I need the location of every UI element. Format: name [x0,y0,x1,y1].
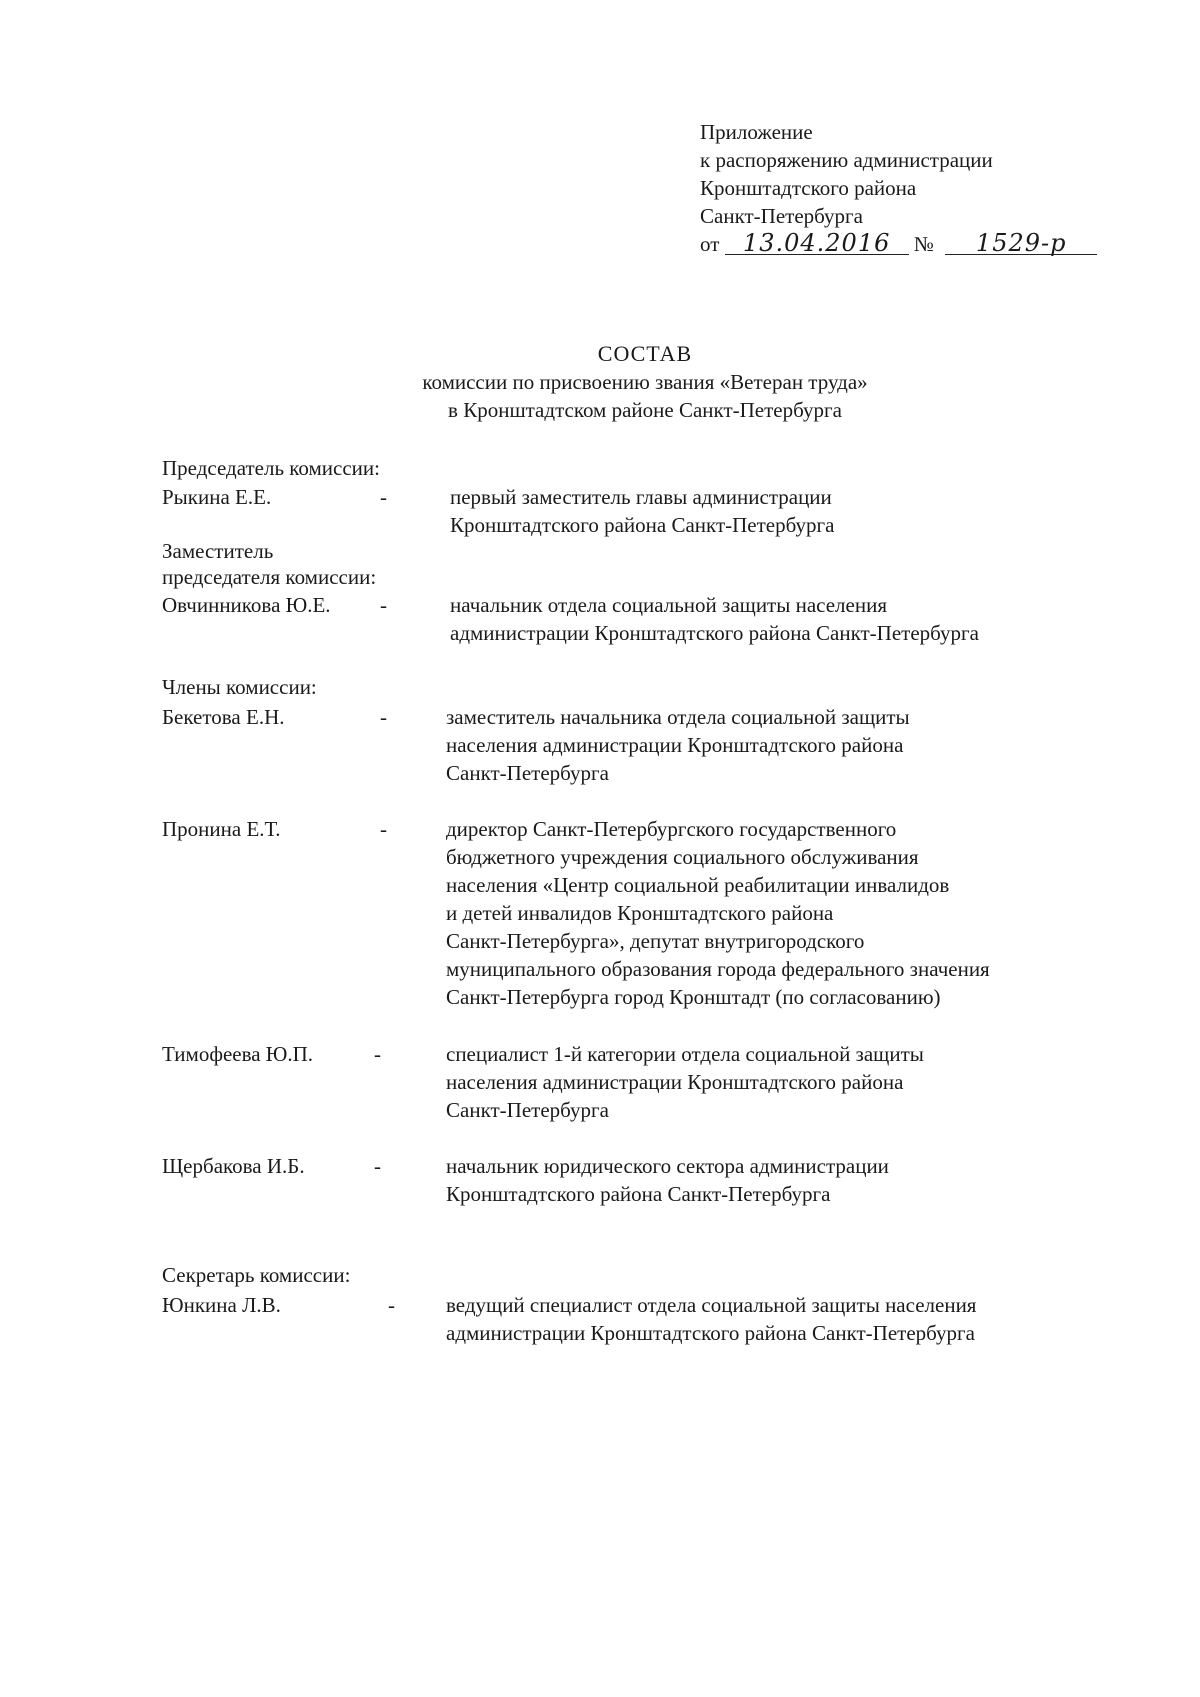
description-line: ведущий специалист отдела социальной защиты населения [446,1293,977,1317]
secretary-label: Секретарь комиссии: [162,1263,351,1287]
handwritten-number: 1529-р [945,232,1097,255]
description-line: Санкт-Петербурга город Кронштадт (по согласованию) [446,985,941,1009]
member-name: Щербакова И.Б. [162,1154,305,1178]
member-dash: - [380,817,387,841]
deputy-label-line-1: Заместитель [162,539,274,563]
member-description [446,815,1086,1011]
appendix-line-4: Санкт-Петербурга [700,204,863,228]
member-description [450,591,1090,647]
member-description [450,483,1090,539]
title-line-2: в Кронштадтском районе Санкт-Петербурга [448,398,842,422]
member-dash: - [388,1293,395,1317]
description-line: Санкт-Петербурга [446,1098,609,1122]
description-line: Санкт-Петербурга [446,761,609,785]
member-description [446,703,1086,787]
title-heading: СОСТАВ [597,341,693,366]
appendix-line-1: Приложение [700,120,813,144]
member-dash: - [374,1154,381,1178]
chair-label: Председатель комиссии: [162,456,380,480]
description-line: администрации Кронштадтского района Санкт-Петербурга [450,621,979,645]
member-name: Рыкина Е.Е. [162,485,272,509]
member-name: Юнкина Л.В. [162,1293,281,1317]
from-label: от [700,232,720,256]
member-dash: - [374,1042,381,1066]
member-name: Бекетова Е.Н. [162,705,285,729]
description-line: Санкт-Петербурга», депутат внутригородского [446,929,865,953]
description-line: населения администрации Кронштадтского района [446,733,904,757]
description-line: первый заместитель главы администрации [450,485,832,509]
member-description [446,1291,1086,1347]
member-dash: - [380,705,387,729]
description-line: начальник юридического сектора администрации [446,1154,889,1178]
description-line: и детей инвалидов Кронштадтского района [446,901,834,925]
member-name: Пронина Е.Т. [162,817,281,841]
appendix-header [700,118,1120,258]
description-line: администрации Кронштадтского района Санкт-Петербурга [446,1321,975,1345]
member-name: Овчинникова Ю.Е. [162,593,331,617]
member-description [446,1152,1086,1208]
member-description [446,1040,1086,1124]
description-line: Кронштадтского района Санкт-Петербурга [446,1182,831,1206]
description-line: бюджетного учреждения социального обслуживания [446,845,919,869]
deputy-label [162,538,376,590]
description-line: начальник отдела социальной защиты населения [450,593,887,617]
description-line: Кронштадтского района Санкт-Петербурга [450,513,835,537]
number-label: № [913,232,934,256]
title-line-1: комиссии по присвоению звания «Ветеран труда» [422,370,868,394]
description-line: заместитель начальника отдела социальной защиты [446,705,910,729]
description-line: муниципального образования города федерального значения [446,957,990,981]
description-line: населения администрации Кронштадтского района [446,1070,904,1094]
description-line: директор Санкт-Петербургского государственного [446,817,897,841]
appendix-line-3: Кронштадтского района [700,176,917,200]
appendix-line-2: к распоряжению администрации [700,148,993,172]
description-line: специалист 1-й категории отдела социальной защиты [446,1042,924,1066]
member-dash: - [380,593,387,617]
document-title [0,340,1200,424]
description-line: населения «Центр социальной реабилитации инвалидов [446,873,950,897]
appendix-reference [700,230,1120,258]
deputy-label-line-2: председателя комиссии: [162,565,377,589]
members-label: Члены комиссии: [162,675,317,699]
member-dash: - [380,485,387,509]
member-name: Тимофеева Ю.П. [162,1042,314,1066]
handwritten-date: 13.04.2016 [725,232,909,255]
